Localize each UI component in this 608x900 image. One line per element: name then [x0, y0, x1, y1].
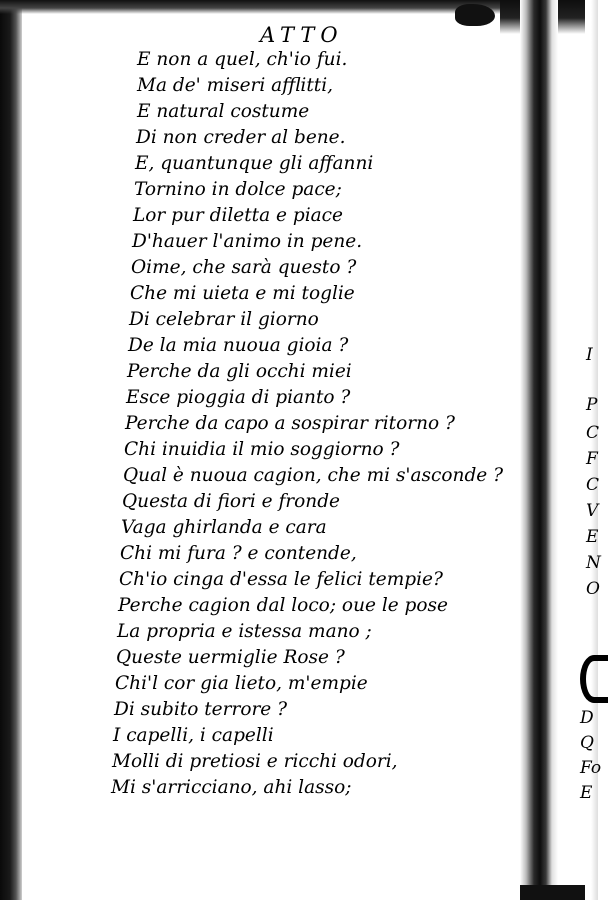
verse-line: Vaga ghirlanda e cara: [121, 517, 327, 538]
verse-line: E, quantunque gli affanni: [135, 153, 374, 174]
verse-line: Esce pioggia di pianto ?: [126, 387, 351, 408]
verse-line: Chi inuidia il mio soggiorno ?: [124, 439, 400, 460]
facing-page-letter: P: [586, 395, 598, 415]
facing-page-letter: C: [586, 423, 600, 443]
facing-page-initial-letter: [580, 655, 608, 703]
facing-page-letter: E: [586, 527, 599, 547]
verse-line: Lor pur diletta e piace: [133, 205, 343, 226]
verse-line: D'hauer l'animo in pene.: [132, 231, 363, 252]
verse-line: Chi mi fura ? e contende,: [120, 543, 357, 564]
facing-page-line: D: [580, 708, 594, 728]
facing-page-line: Fo: [580, 758, 602, 778]
facing-page-letter: C: [586, 475, 600, 495]
verse-line: Perche da capo a sospirar ritorno ?: [125, 413, 455, 434]
verse-line: Oime, che sarà questo ?: [131, 257, 357, 278]
verse-line: Questa di fiori e fronde: [122, 491, 340, 512]
verse-line: Qual è nuoua cagion, che mi s'asconde ?: [123, 465, 504, 486]
verse-line: Tornino in dolce pace;: [134, 179, 342, 200]
verse-line: E natural costume: [137, 101, 310, 122]
ink-smudge: [455, 4, 495, 26]
verse-line: Mi s'arricciano, ahi lasso;: [111, 777, 352, 798]
facing-page-letter: F: [586, 449, 598, 469]
book-gutter: [520, 0, 558, 900]
facing-page-line: E: [580, 783, 593, 803]
page-left-edge: [0, 0, 22, 900]
facing-page-letter: N: [586, 553, 601, 573]
verse-line: Ma de' miseri afflitti,: [137, 75, 334, 96]
verse-line: Molli di pretiosi e ricchi odori,: [112, 751, 398, 772]
verse-line: E non a quel, ch'io fui.: [137, 49, 348, 70]
verse-line: La propria e istessa mano ;: [117, 621, 372, 642]
facing-page-line: Q: [580, 733, 594, 753]
verse-line: Ch'io cinga d'essa le felici tempie?: [119, 569, 443, 590]
verse-line: Queste uermiglie Rose ?: [116, 647, 345, 668]
verse-line: De la mia nuoua gioia ?: [128, 335, 349, 356]
facing-page-letter: I: [586, 345, 593, 365]
verse-line: Di celebrar il giorno: [129, 309, 319, 330]
verse-line: Perche da gli occhi miei: [127, 361, 352, 382]
verse-line: I capelli, i capelli: [113, 725, 274, 746]
facing-page-letter: V: [586, 501, 599, 521]
verse-line: Perche cagion dal loco; oue le pose: [118, 595, 448, 616]
verse-line: Chi'l cor gia lieto, m'empie: [115, 673, 368, 694]
verse-line: Che mi uieta e mi toglie: [130, 283, 355, 304]
facing-page-letter: O: [586, 579, 600, 599]
verse-line: Di non creder al bene.: [136, 127, 346, 148]
running-title: ATTO: [260, 23, 344, 47]
verse-line: Di subito terrore ?: [114, 699, 288, 720]
